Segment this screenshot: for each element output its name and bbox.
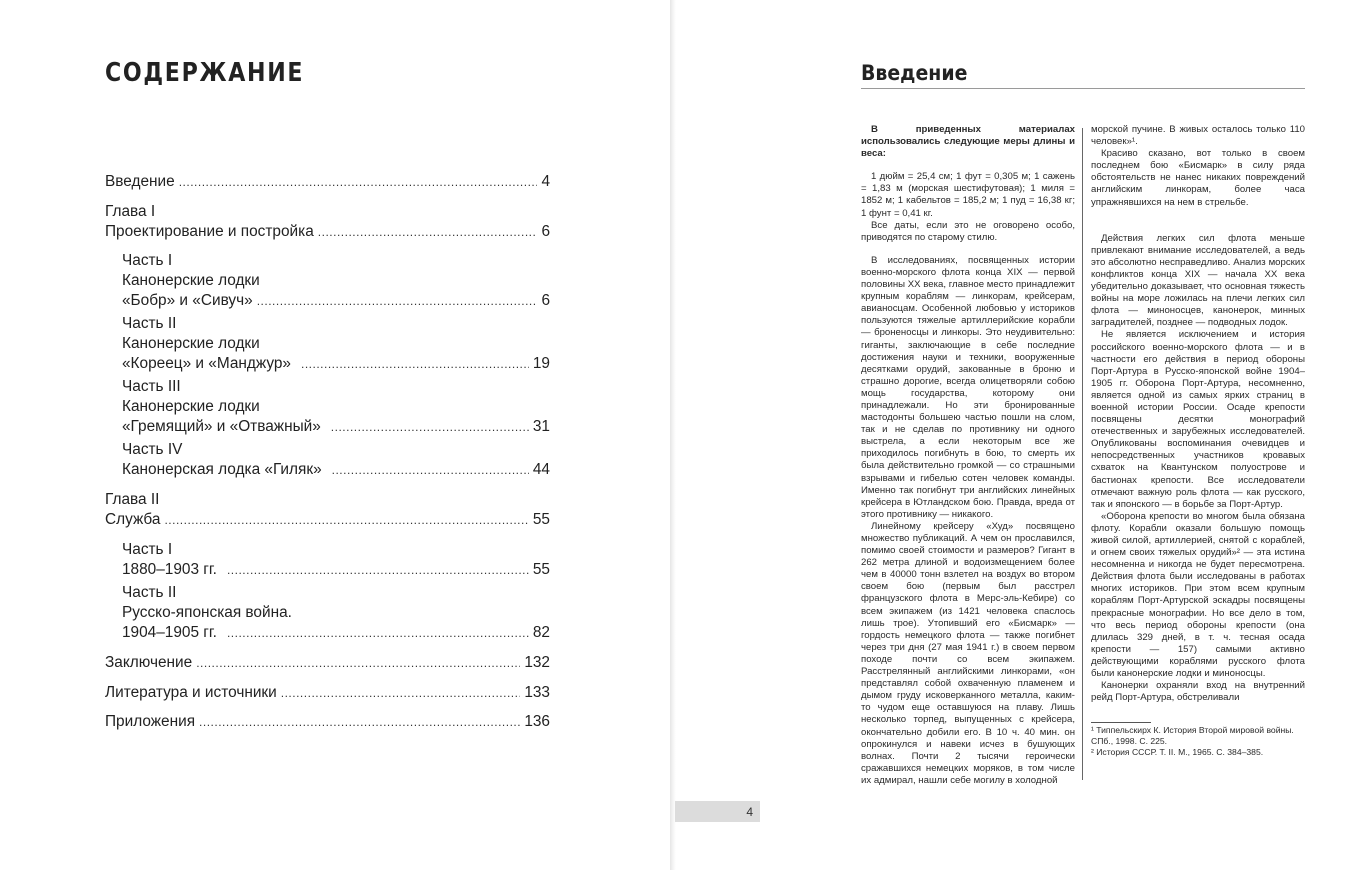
toc-label: Служба (105, 511, 161, 528)
toc-page: 136 (524, 713, 550, 730)
toc-page: 19 (532, 355, 550, 372)
footnote-2: ² История СССР. Т. II. М., 1965. С. 384–385. (1091, 747, 1264, 758)
toc-heading: Часть I (122, 252, 173, 269)
toc-heading: Часть III (122, 378, 181, 395)
toc-entry-part-1-3[interactable] (105, 377, 550, 437)
toc-entry-part-2-2[interactable] (105, 583, 550, 643)
paragraph: В исследованиях, посвященных истории военно-морского флота конца XIX — первой половины XX века, главное место принадлежит крупным кораблям — линкорам, крейсерам, авианосцам. Особенной любовью у историков пользуются тяжелые артиллерийские корабли — броненосцы и линкоры. Это неудивительно: гиганты, заключающие в себе последние достижения науки и техники, вооруженные десятками орудий, закованные в броню и страшно дорогие, всегда олицетворяли собою мощь государства, которому они принадлежали. Но эти бронированные мастодонты большею частью пошли на слом, так и не сделав по противнику ни одного выстрела, а если некоторым все же приходилось погибнуть в бою, то смерть их была действительно громкой — со страшными взрывами и гибелью сотен человек команды. Именно так погибнут три английских линейных крейсера в Ютландском бою. Правда, вреда от этого противнику — никакого. (861, 254, 1075, 520)
toc-page: 55 (532, 561, 550, 578)
toc-label: Литература и источники (105, 684, 277, 701)
toc-page: 6 (541, 223, 550, 240)
toc-entry-chapter-2[interactable] (105, 490, 550, 530)
intro-title: Введение (861, 61, 968, 85)
toc-entry-part-1-1[interactable] (105, 251, 550, 311)
toc-label: 1904–1905 гг. (122, 624, 217, 641)
page-number: 4 (746, 805, 753, 819)
paragraph: Красиво сказано, вот только в своем последнем бою «Бисмарк» в силу ряда обстоятельств не нанес никаких повреждений английским линкорам, более часа упражнявшихся на нем в стрельбе. (1091, 148, 1305, 208)
paragraph: Не является исключением и история российского военно-морского флота — и в частности его действия в период обороны Порт-Артура в Русско-японской войне 1904–1905 гг. Оборона Порт-Артура, несомненно, является одной из самых ярких страниц в военной истории России. Осаде крепости посвящены десятки монографий отечественных и зарубежных исследователей. Опубликованы воспоминания очевидцев и непосредственных участников кровавых схваток на Квантунском полуострове и бастионах крепости. Все исследователи отмечают важную роль флота — как русского, так и японского — в борьбе за Порт-Артур. (1091, 329, 1305, 510)
toc-label: «Кореец» и «Манджур» (122, 355, 291, 372)
toc-label: Введение (105, 173, 175, 190)
toc-heading: Часть II (122, 584, 177, 601)
paragraph: Канонерки охраняли вход на внутренний рейд Порт-Артура, обстреливали (1091, 680, 1305, 704)
toc-heading: Глава I (105, 203, 156, 220)
toc-page: 82 (532, 624, 550, 641)
dates-note: Все даты, если это не оговорено особо, приводятся по старому стилю. (861, 219, 1075, 243)
toc-label: Канонерская лодка «Гиляк» (122, 461, 322, 478)
toc-page: 44 (532, 461, 550, 478)
measures-text: 1 дюйм = 25,4 см; 1 фут = 0,305 м; 1 сажень = 1,83 м (морская шестифутовая); 1 миля = 1852 м; 1 кабельтов = 185,2 м; 1 пуд = 16,38 кг; 1 фунт = 0,41 кг. (861, 171, 1075, 219)
toc-heading: Часть I (122, 541, 173, 558)
toc-label: 1880–1903 гг. (122, 561, 217, 578)
title-rule (861, 88, 1305, 89)
book-gutter (670, 0, 676, 870)
toc-page: 6 (541, 292, 550, 309)
toc-page: 133 (524, 684, 550, 701)
column-divider (1082, 128, 1083, 780)
toc-heading: Часть IV (122, 441, 183, 458)
toc-label: «Бобр» и «Сивуч» (122, 292, 253, 309)
paragraph: Линейному крейсеру «Худ» посвящено множество публикаций. А чем он прославился, помимо своей стоимости и размеров? Гигант в 262 метра длиной и водоизмещением более чем в 40000 тонн взлетел на воздух во втором своем бою (первым был расстрел французского флота в Мерс-эль-Кебире) со всем экипажем (из 1421 человека спаслось лишь трое). Утопивший его «Бисмарк» — гордость немецкого флота — также погибнет через три дня (27 мая 1941 г.) в своем первом походе почти со всем экипажем. Расстрелянный английскими линкорами, «он представлял собой охваченную пламенем и дымом груду исковерканного металла, каким-то чудом еще оставшуюся на плаву. Лишь несколько торпед, выпущенных с крейсера, окончательно добили его. В 10 ч. 40 мин. он опрокинулся и навеки исчез в бушующих волнах. Почти 2 тысячи героически сражавшихся немецких моряков, в том числе их адмирал, нашли себе могилу в холодной (861, 520, 1075, 786)
paragraph: морской пучине. В живых осталось только 110 человек»¹. (1091, 124, 1305, 148)
toc-label: Заключение (105, 654, 193, 671)
toc-label: Приложения (105, 713, 196, 730)
toc-label: «Гремящий» и «Отважный» (122, 418, 321, 435)
toc-entry-literature[interactable] (105, 683, 550, 703)
page-number-tab (675, 801, 760, 822)
toc-entry-appendix[interactable] (105, 712, 550, 732)
toc-entry-part-1-2[interactable] (105, 314, 550, 374)
toc-sub: Русско-японская война. (122, 604, 292, 621)
toc-heading: Часть II (122, 315, 177, 332)
toc-page: 4 (541, 173, 550, 190)
toc-entry-part-2-1[interactable] (105, 540, 550, 580)
toc-sub: Канонерские лодки (122, 335, 260, 352)
toc-title: СОДЕРЖАНИЕ (105, 58, 305, 88)
toc-entry-chapter-1[interactable] (105, 202, 550, 242)
paragraph: «Оборона крепости во многом была обязана флоту. Корабли оказали большую помощь живой силой, артиллерией, снятой с кораблей, и огнем своих тяжелых орудий»² — эта истина несомненна и никогда не будет пересмотрена. Действия флота были исследованы в работах многих историков. При этом всем крупным кораблям Порт-Артурской эскадры посвящены прекрасные монографии. Но все дело в том, что весь период обороны крепости (она длилась 329 дней, в т. ч. тесная осада крепости — 157) самыми активно действующими кораблями русского флота были канонерские лодки и миноносцы. (1091, 510, 1305, 680)
toc-label: Проектирование и постройка (105, 223, 314, 240)
toc-heading: Глава II (105, 491, 160, 508)
toc-entry-part-1-4[interactable] (105, 440, 550, 480)
toc-entry-conclusion[interactable] (105, 653, 550, 673)
text-column-left (861, 124, 1075, 787)
measures-note-heading: В приведенных материалах использовались следующие меры длины и веса: (861, 124, 1075, 160)
footnote-1: ¹ Типпельскирх К. История Второй мировой войны. СПб., 1998. С. 225. (1091, 725, 1294, 747)
toc-page: 55 (532, 511, 550, 528)
text-column-right (1091, 124, 1305, 758)
toc-entry-intro[interactable] (105, 172, 550, 192)
toc-page: 132 (524, 654, 550, 671)
footnote-rule (1091, 722, 1151, 723)
table-of-contents (105, 172, 550, 732)
toc-page: 31 (532, 418, 550, 435)
toc-sub: Канонерские лодки (122, 272, 260, 289)
toc-sub: Канонерские лодки (122, 398, 260, 415)
paragraph: Действия легких сил флота меньше привлекают внимание исследователей, а ведь это абсолютно несправедливо. Анализ морских конфликтов конца XIX — начала XX века убедительно доказывает, что основная тяжесть войны на море ложилась на плечи легких сил флота — миноносцев, канонерок, минных заградителей, позднее — подводных лодок. (1091, 232, 1305, 329)
